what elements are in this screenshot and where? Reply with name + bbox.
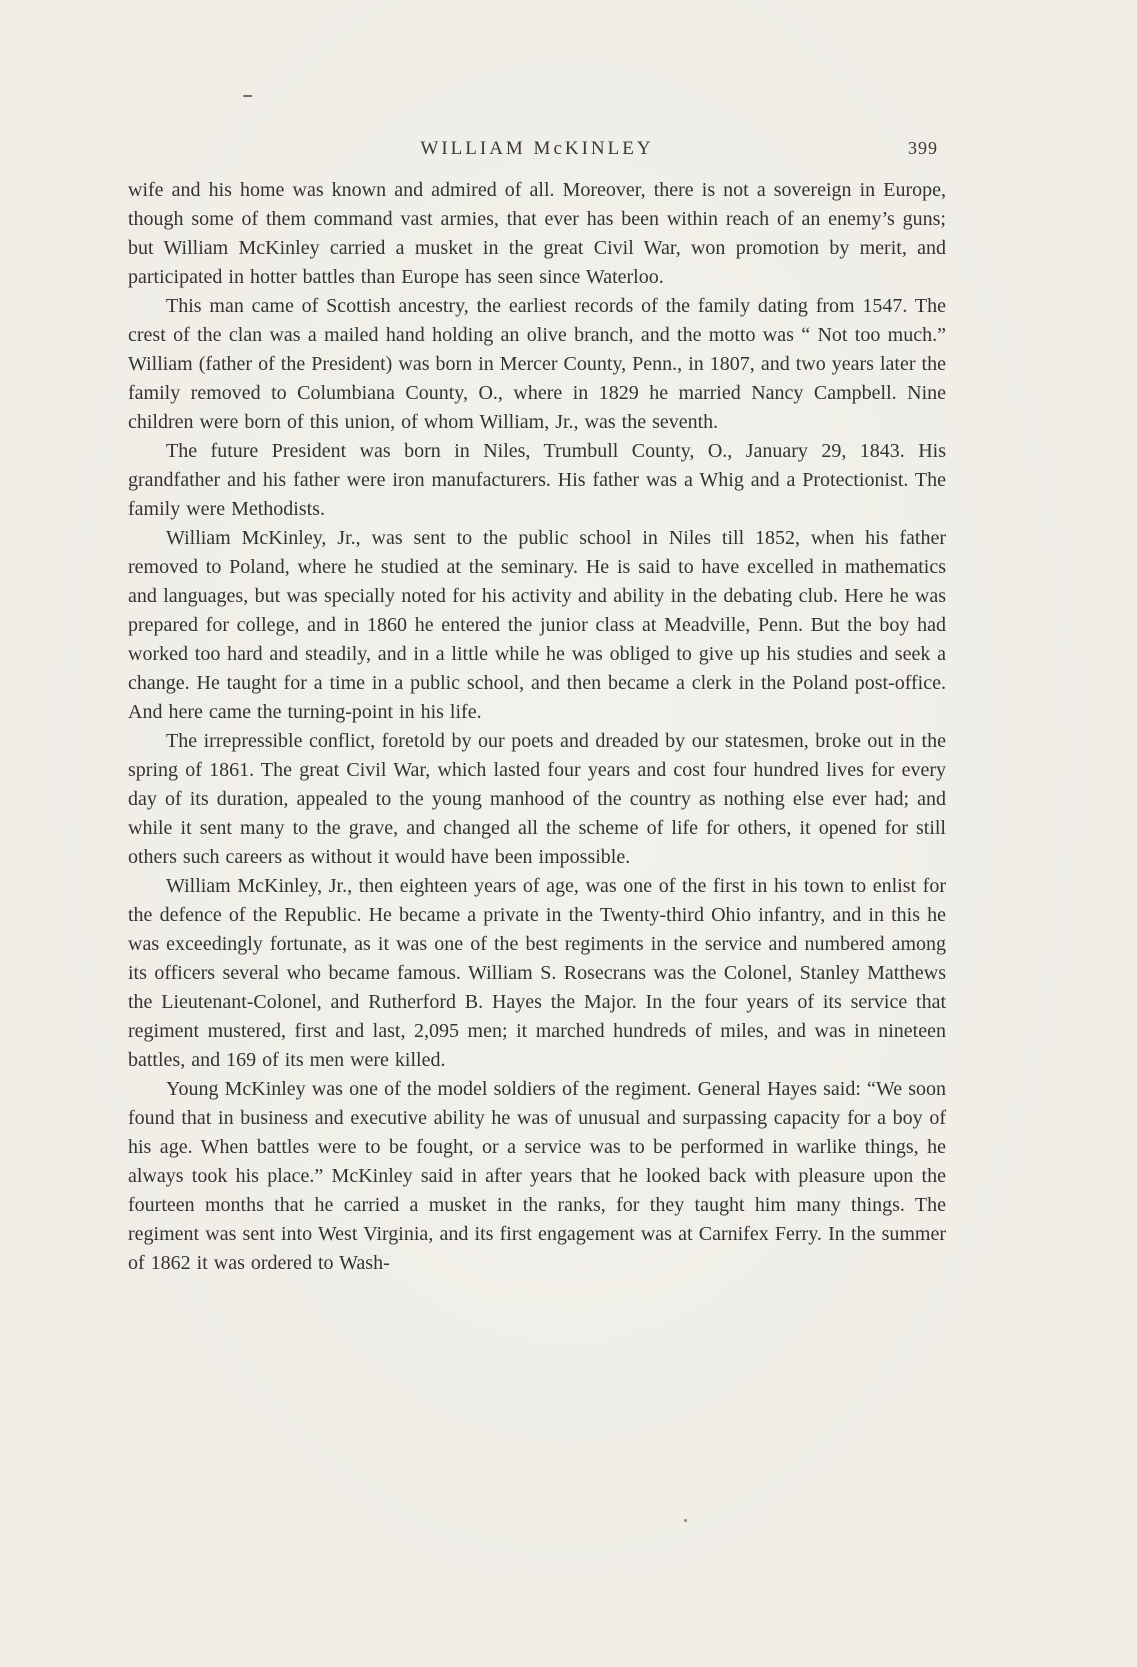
paragraph-3: The future President was born in Niles, Trumbull County, O., January 29, 1843. His grandfather and his father were iron manufacturers. His father was a Whig and a Protectionist. The family were Methodists. bbox=[128, 440, 946, 520]
paragraph-5: The irrepressible conflict, foretold by our poets and dreaded by our statesmen, broke out in the spring of 1861. The great Civil War, which lasted four years and cost four hundred lives for every day of its duration, appealed to the young manhood of the country as nothing else ever had; and while it sent many to the grave, and changed all the scheme of life for others, it opened for still others such careers as without it would have been impossible. bbox=[128, 730, 946, 868]
page-number: 399 bbox=[908, 138, 938, 158]
paragraph-1: wife and his home was known and admired of all. Moreover, there is not a sovereign in Europe, though some of them command vast armies, that ever has been within reach of an enemy’s guns; but William McKinley carried a musket in the great Civil War, won promotion by merit, and participated in hotter battles than Europe has seen since Waterloo. bbox=[128, 179, 946, 288]
paragraph-4: William McKinley, Jr., was sent to the public school in Niles till 1852, when his father removed to Poland, where he studied at the seminary. He is said to have excelled in mathematics and languages, but was specially noted for his activity and ability in the debating club. Here he was prepared for college, and in 1860 he entered the junior class at Meadville, Penn. But the boy had worked too hard and steadily, and in a little while he was obliged to give up his studies and seek a change. He taught for a time in a public school, and then became a clerk in the Poland post-office. And here came the turning-point in his life. bbox=[128, 527, 946, 723]
running-header bbox=[128, 138, 946, 166]
scan-artifact-dash bbox=[243, 95, 252, 97]
page-title: WILLIAM McKINLEY bbox=[420, 138, 654, 159]
paragraph-7: Young McKinley was one of the model soldiers of the regiment. General Hayes said: “We soon found that in business and executive ability he was of unusual and surpassing capacity for a boy of his age. When battles were to be fought, or a service was to be performed in warlike things, he always took his place.” McKinley said in after years that he looked back with pleasure upon the fourteen months that he carried a musket in the ranks, for they taught him many things. The regiment was sent into West Virginia, and its first engagement was at Carnifex Ferry. In the summer of 1862 it was ordered to Wash- bbox=[128, 1078, 946, 1274]
scan-artifact-dot bbox=[684, 1519, 687, 1522]
body-text bbox=[128, 176, 946, 1278]
paragraph-2: This man came of Scottish ancestry, the earliest records of the family dating from 1547. The crest of the clan was a mailed hand holding an olive branch, and the motto was “ Not too much.” William (father of the President) was born in Mercer County, Penn., in 1807, and two years later the family removed to Columbiana County, O., where in 1829 he married Nancy Campbell. Nine children were born of this union, of whom William, Jr., was the seventh. bbox=[128, 295, 946, 433]
paragraph-6: William McKinley, Jr., then eighteen years of age, was one of the first in his town to enlist for the defence of the Republic. He became a private in the Twenty-third Ohio infantry, and in this he was exceedingly fortunate, as it was one of the best regiments in the service and numbered among its officers several who became famous. William S. Rosecrans was the Colonel, Stanley Matthews the Lieutenant-Colonel, and Rutherford B. Hayes the Major. In the four years of its service that regiment mustered, first and last, 2,095 men; it marched hundreds of miles, and was in nineteen battles, and 169 of its men were killed. bbox=[128, 875, 946, 1071]
